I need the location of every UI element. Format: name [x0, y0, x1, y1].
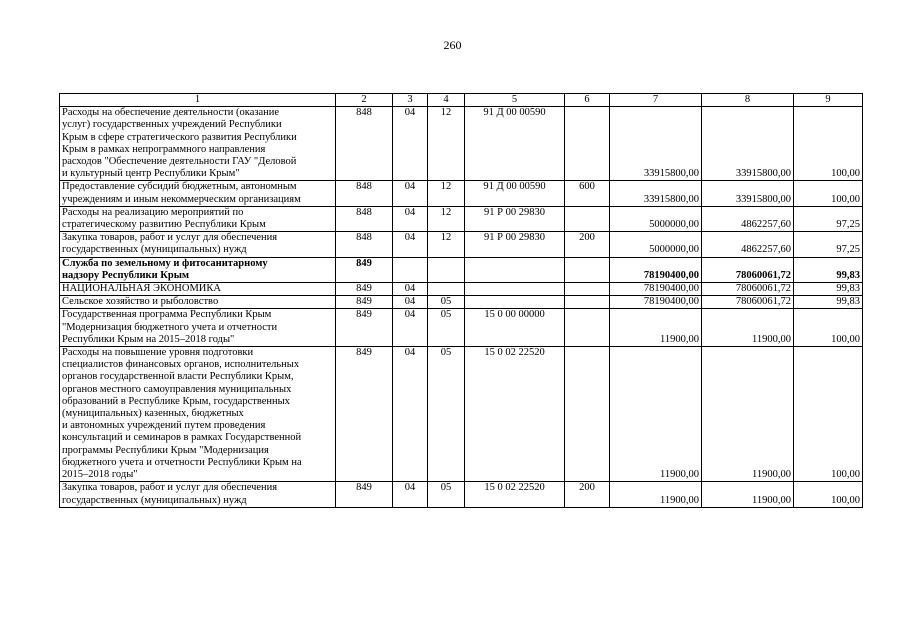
- table-row: [60, 206, 863, 231]
- cell-name: [60, 181, 336, 206]
- cell-plan: 5000000,00: [610, 232, 702, 257]
- row-name-text: Расходы на реализацию мероприятий по стратегическому развитию Республики Крым: [62, 206, 266, 231]
- cell-target-article: 91 Д 00 00590: [465, 107, 565, 181]
- col-header: 1: [60, 94, 336, 107]
- table-row: [60, 309, 863, 347]
- col-header: 6: [565, 94, 610, 107]
- col-header: 8: [702, 94, 794, 107]
- table-row: [60, 181, 863, 206]
- col-header: 4: [428, 94, 465, 107]
- col-header: 5: [465, 94, 565, 107]
- cell-subsection: 12: [428, 232, 465, 257]
- table-row: [60, 232, 863, 257]
- cell-plan: 11900,00: [610, 347, 702, 482]
- cell-plan: 78190400,00: [610, 283, 702, 296]
- col-header: 2: [336, 94, 393, 107]
- cell-subsection: 05: [428, 347, 465, 482]
- cell-target-article: 15 0 02 22520: [465, 347, 565, 482]
- cell-percent: 100,00: [794, 181, 863, 206]
- cell-subsection: 05: [428, 482, 465, 507]
- cell-target-article: [465, 257, 565, 282]
- col-header: 3: [393, 94, 428, 107]
- cell-name: [60, 107, 336, 181]
- cell-grbs: 849: [336, 482, 393, 507]
- cell-subsection: 05: [428, 296, 465, 309]
- cell-percent: 100,00: [794, 107, 863, 181]
- page-number: 260: [443, 38, 462, 52]
- cell-plan: 78190400,00: [610, 257, 702, 282]
- row-name-text: Служба по земельному и фитосанитарному надзору Республики Крым: [62, 257, 268, 281]
- cell-expense-type: 200: [565, 232, 610, 257]
- cell-target-article: 91 Р 00 29830: [465, 232, 565, 257]
- cell-subsection: [428, 257, 465, 282]
- row-name-text: Расходы на обеспечение деятельности (оказание услуг) государственных учреждений Республики Крым в сфере стратегического развития Республики Крым в рамках непрограммного направления расходов "Обеспечение деятельности ГАУ "Деловой и культурный центр Республики Крым": [62, 107, 297, 180]
- cell-plan: 5000000,00: [610, 206, 702, 231]
- cell-expense-type: 200: [565, 482, 610, 507]
- row-name-text: НАЦИОНАЛЬНАЯ ЭКОНОМИКА: [62, 283, 221, 295]
- cell-fact: 11900,00: [702, 309, 794, 347]
- cell-section: [393, 257, 428, 282]
- row-name-text: Сельское хозяйство и рыболовство: [62, 296, 219, 308]
- cell-fact: 78060061,72: [702, 296, 794, 309]
- cell-fact: 33915800,00: [702, 181, 794, 206]
- cell-fact: 78060061,72: [702, 283, 794, 296]
- cell-expense-type: [565, 283, 610, 296]
- row-name-text: Расходы на повышение уровня подготовки специалистов финансовых органов, исполнительных органов государственной власти Республики Крым, органов местного самоуправления муниципальных образований в Республике Крым, государственных (муниципальных) казенных, бюджетных и автономных учреждений путем проведения консультаций и семинаров в рамках Государственной программы Республики Крым "Модернизация бюджетного учета и отчетности Республики Крым на 2015–2018 годы": [62, 347, 302, 481]
- col-header: 9: [794, 94, 863, 107]
- cell-target-article: 91 Д 00 00590: [465, 181, 565, 206]
- cell-percent: 97,25: [794, 232, 863, 257]
- table-row: [60, 283, 863, 296]
- cell-expense-type: [565, 107, 610, 181]
- row-name-text: Закупка товаров, работ и услуг для обеспечения государственных (муниципальных) нужд: [62, 482, 278, 506]
- budget-table: [59, 93, 863, 508]
- cell-expense-type: 600: [565, 181, 610, 206]
- row-name-text: Государственная программа Республики Крым "Модернизация бюджетного учета и отчетности Республики Крым на 2015–2018 годы": [62, 309, 278, 345]
- row-name-text: Предоставление субсидий бюджетным, автономным учреждениям и иным некоммерческим организациям: [62, 181, 301, 205]
- cell-section: 04: [393, 309, 428, 347]
- table-row: [60, 482, 863, 507]
- cell-expense-type: [565, 296, 610, 309]
- table-row: [60, 257, 863, 282]
- cell-plan: 33915800,00: [610, 107, 702, 181]
- cell-grbs: 849: [336, 309, 393, 347]
- cell-name: [60, 296, 336, 309]
- cell-percent: 100,00: [794, 482, 863, 507]
- cell-name: [60, 347, 336, 482]
- cell-expense-type: [565, 206, 610, 231]
- cell-name: [60, 283, 336, 296]
- header-row: [60, 94, 863, 107]
- row-name-text: Закупка товаров, работ и услуг для обеспечения государственных (муниципальных) нужд: [62, 232, 278, 256]
- cell-percent: 99,83: [794, 296, 863, 309]
- cell-section: 04: [393, 283, 428, 296]
- cell-fact: 11900,00: [702, 347, 794, 482]
- cell-percent: 100,00: [794, 309, 863, 347]
- cell-expense-type: [565, 347, 610, 482]
- cell-plan: 33915800,00: [610, 181, 702, 206]
- cell-section: 04: [393, 296, 428, 309]
- cell-fact: 78060061,72: [702, 257, 794, 282]
- table-row: [60, 296, 863, 309]
- cell-name: [60, 232, 336, 257]
- cell-section: 04: [393, 181, 428, 206]
- cell-section: 04: [393, 347, 428, 482]
- cell-fact: 4862257,60: [702, 206, 794, 231]
- cell-name: [60, 257, 336, 282]
- cell-section: 04: [393, 232, 428, 257]
- cell-percent: 97,25: [794, 206, 863, 231]
- cell-section: 04: [393, 206, 428, 231]
- cell-section: 04: [393, 482, 428, 507]
- table-row: [60, 107, 863, 181]
- cell-target-article: 91 Р 00 29830: [465, 206, 565, 231]
- cell-name: [60, 206, 336, 231]
- cell-fact: 4862257,60: [702, 232, 794, 257]
- col-header: 7: [610, 94, 702, 107]
- cell-grbs: 848: [336, 107, 393, 181]
- cell-expense-type: [565, 309, 610, 347]
- cell-target-article: 15 0 02 22520: [465, 482, 565, 507]
- cell-percent: 99,83: [794, 257, 863, 282]
- cell-grbs: 849: [336, 296, 393, 309]
- cell-grbs: 848: [336, 181, 393, 206]
- cell-subsection: 12: [428, 181, 465, 206]
- cell-target-article: [465, 296, 565, 309]
- cell-plan: 11900,00: [610, 309, 702, 347]
- cell-plan: 11900,00: [610, 482, 702, 507]
- cell-plan: 78190400,00: [610, 296, 702, 309]
- cell-grbs: 849: [336, 257, 393, 282]
- cell-grbs: 849: [336, 283, 393, 296]
- cell-grbs: 848: [336, 206, 393, 231]
- cell-target-article: [465, 283, 565, 296]
- cell-subsection: 05: [428, 309, 465, 347]
- cell-percent: 100,00: [794, 347, 863, 482]
- cell-subsection: 12: [428, 206, 465, 231]
- cell-fact: 33915800,00: [702, 107, 794, 181]
- cell-name: [60, 482, 336, 507]
- cell-grbs: 849: [336, 347, 393, 482]
- cell-name: [60, 309, 336, 347]
- cell-section: 04: [393, 107, 428, 181]
- table-row: [60, 347, 863, 482]
- cell-target-article: 15 0 00 00000: [465, 309, 565, 347]
- cell-fact: 11900,00: [702, 482, 794, 507]
- cell-subsection: [428, 283, 465, 296]
- cell-subsection: 12: [428, 107, 465, 181]
- cell-expense-type: [565, 257, 610, 282]
- cell-percent: 99,83: [794, 283, 863, 296]
- cell-grbs: 848: [336, 232, 393, 257]
